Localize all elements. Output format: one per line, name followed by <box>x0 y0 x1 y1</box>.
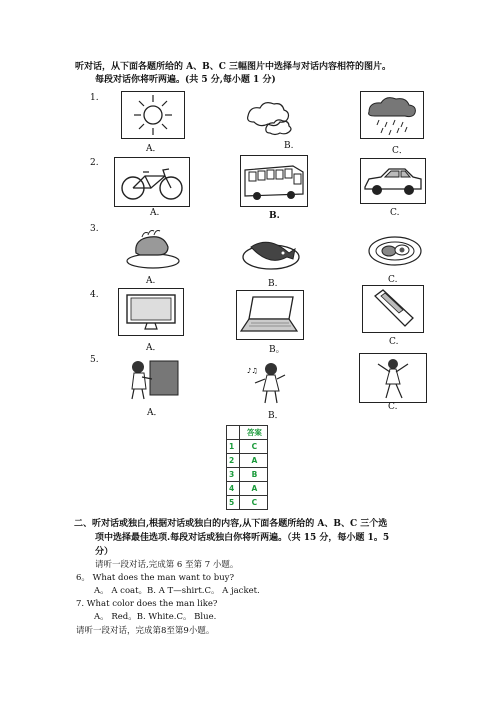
question-number: 1. <box>90 93 99 103</box>
listening-intro: 请听一段对话，完成第8至第9小题。 <box>76 626 215 636</box>
option-label-a: A． <box>146 343 162 353</box>
laptop-icon[interactable] <box>236 290 304 340</box>
question-number: 5. <box>90 355 99 365</box>
option-label-a: A. <box>146 276 156 286</box>
table-row <box>227 440 268 454</box>
section1-title: 听对话，从下面各题所给的 A、B、C 三幅图片中选择与对话内容相符的图片。 <box>75 62 392 72</box>
option-label-c: C. <box>388 402 398 412</box>
table-row <box>227 496 268 510</box>
option-label-a: A． <box>147 408 163 418</box>
bus-icon[interactable] <box>240 155 308 207</box>
answer-value: C <box>239 440 267 454</box>
option-label-b: B． <box>268 411 284 421</box>
option-label-c: C． <box>392 146 408 156</box>
question-number: 2. <box>90 158 99 168</box>
question-6-options: A。 A coat。B. A T—shirt.C。 A jacket. <box>94 586 260 596</box>
girl-dancing-icon[interactable] <box>359 353 427 403</box>
section2-title-line3: 分） <box>95 547 114 557</box>
section2-title: 二、听对话或独白,根据对话或独白的内容,从下面各题所给的 A、B、C 三个选 <box>74 519 388 529</box>
car-icon[interactable] <box>360 158 426 204</box>
answer-number: 3 <box>227 468 240 482</box>
section2-title-line2: 项中选择最佳选项.每段对话或独白你将听两遍。（共 15 分，每小题 1。5 <box>95 533 390 543</box>
option-label-c: C. <box>389 337 399 347</box>
question-6: 6。 What does the man want to buy? <box>76 573 235 583</box>
answer-number: 4 <box>227 482 240 496</box>
answer-number: 1 <box>227 440 240 454</box>
rain-cloud-icon[interactable] <box>360 91 424 139</box>
option-label-c: C. <box>388 275 398 285</box>
answer-value: A <box>239 482 267 496</box>
listening-intro: 请听一段对话,完成第 6 至第 7 小题。 <box>95 560 239 570</box>
table-row <box>227 482 268 496</box>
answer-number: 5 <box>227 496 240 510</box>
mobile-phone-icon[interactable] <box>362 285 424 333</box>
girl-singing-icon[interactable] <box>240 358 302 406</box>
table-row <box>227 468 268 482</box>
option-label-b: B。 <box>269 345 285 355</box>
girl-playing-piano-icon[interactable] <box>119 354 183 404</box>
answer-header: 答案 <box>239 426 267 440</box>
option-label-c: C. <box>390 208 400 218</box>
option-label-b: B. <box>268 279 278 289</box>
question-7-options: A。 Red。B. White.C。 Blue. <box>94 612 217 622</box>
question-number: 4. <box>90 290 99 300</box>
answer-value: C <box>239 496 267 510</box>
chicken-dish-icon[interactable] <box>121 222 185 272</box>
egg-dish-icon[interactable] <box>364 222 426 270</box>
answer-table <box>226 425 268 510</box>
section1-subtitle: 每段对话你将听两遍。(共 5 分,每小题 1 分) <box>95 75 276 85</box>
option-label-a: A. <box>150 208 160 218</box>
answer-value: B <box>239 468 267 482</box>
sun-icon[interactable] <box>121 91 185 139</box>
option-label-b: B. <box>284 141 294 151</box>
svg-text:♪♫: ♪♫ <box>247 367 258 375</box>
fish-dish-icon[interactable] <box>238 224 304 274</box>
question-number: 3. <box>90 224 99 234</box>
bicycle-icon[interactable] <box>114 157 190 207</box>
table-row <box>227 454 268 468</box>
option-label-b: B. <box>269 211 280 221</box>
answer-number: 2 <box>227 454 240 468</box>
option-label-a: A． <box>146 144 162 154</box>
television-icon[interactable] <box>118 288 184 336</box>
answer-value: A <box>239 454 267 468</box>
question-7: 7. What color does the man like? <box>76 599 218 609</box>
clouds-icon[interactable] <box>241 93 303 141</box>
